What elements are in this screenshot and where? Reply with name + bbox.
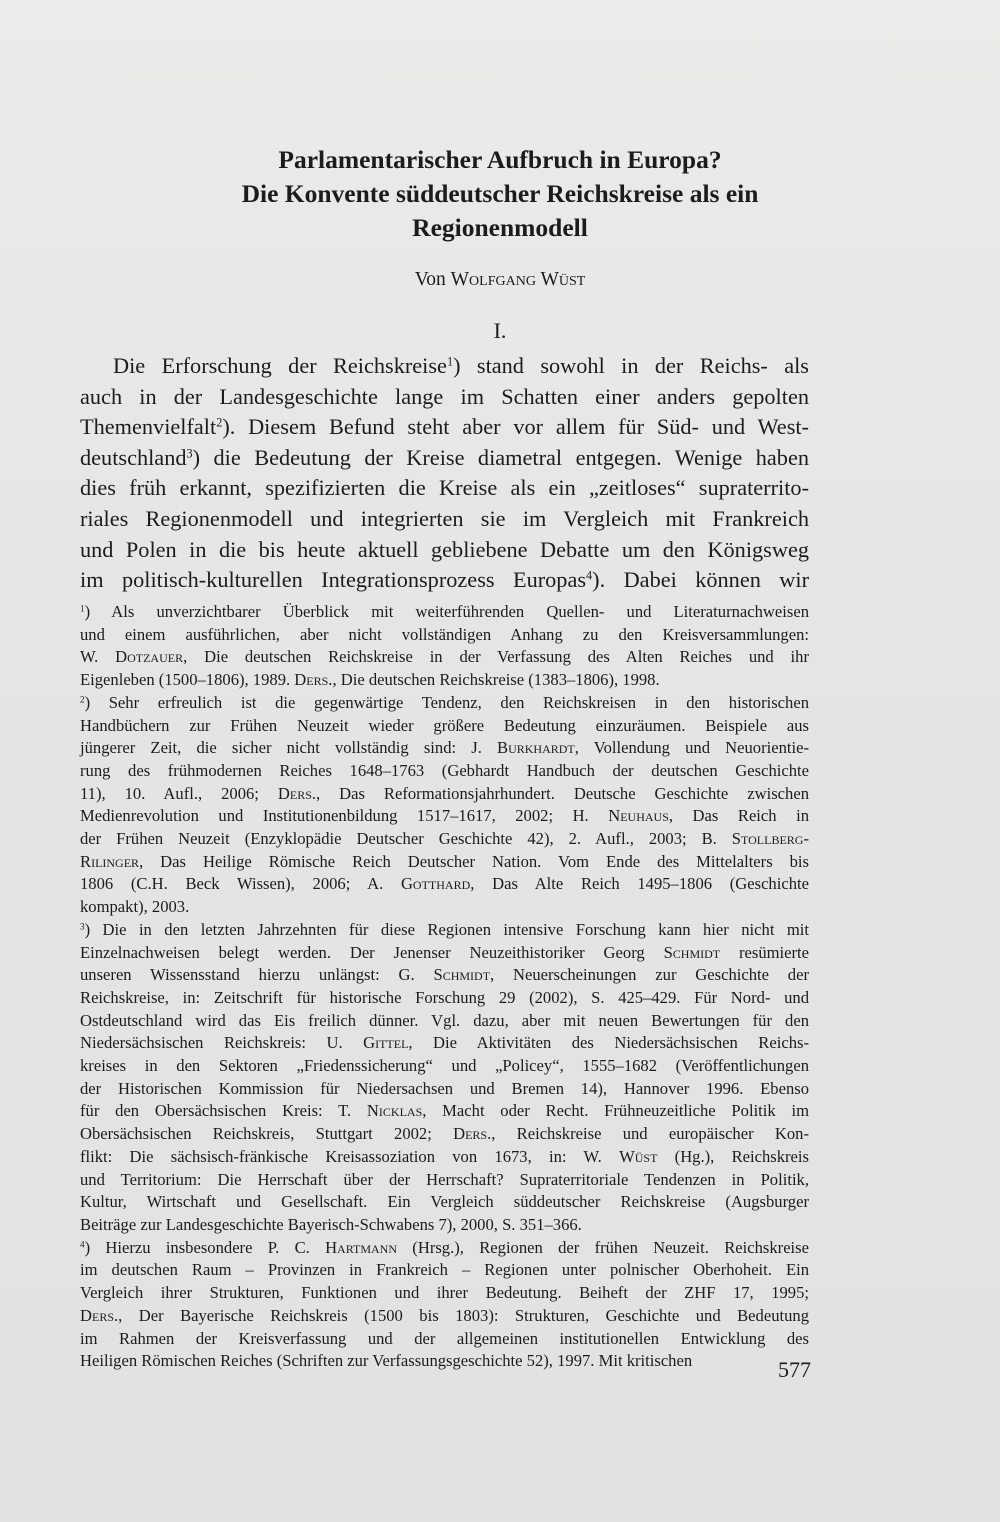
footnote-line: unseren Wissensstand hierzu unlängst: G. Schmidt, Neuerscheinungen zur Geschichte der xyxy=(80,965,809,985)
footnote-4 xyxy=(80,1237,809,1373)
footnote-line: 1806 (C.H. Beck Wissen), 2006; A. Gotthard, Das Alte Reich 1495–1806 (Geschichte xyxy=(80,874,809,894)
footnote-ref[interactable]: 2 xyxy=(216,415,223,430)
footnote-marker: 1 xyxy=(80,603,85,614)
footnote-line: Einzelnachweisen belegt werden. Der Jenenser Neuzeithistoriker Georg Schmidt resümierte xyxy=(80,942,809,962)
body-line: im politisch-kulturellen Integrationsprozess Europas$^4$). Dabei können wir xyxy=(80,567,809,593)
body-line: dies früh erkannt, spezifizierten die Kreise als ein „zeitloses“ supraterrito- xyxy=(80,475,809,501)
footnote-ref[interactable]: 1 xyxy=(446,354,454,369)
author-line xyxy=(120,267,880,293)
footnote-line: Reichskreise, in: Zeitschrift für historische Forschung 29 (2002), S. 425–429. Für Nord- und xyxy=(80,987,809,1007)
footnote-1 xyxy=(80,601,809,692)
title-line: Die Konvente süddeutscher Reichskreise als ein xyxy=(241,179,759,208)
footnote-line: der Historischen Kommission für Niedersachsen und Bremen 14), Hannover 1996. Ebenso xyxy=(80,1078,809,1098)
footnote-line: $^1$) Als unverzichtbarer Überblick mit weiterführenden Quellen- und Literaturnachweisen xyxy=(80,602,809,621)
article-title xyxy=(120,143,880,245)
author-name: Wolfgang Wüst xyxy=(450,269,586,290)
section-number: I. xyxy=(493,318,507,343)
footnote-line: kompakt), 2003. xyxy=(80,897,190,917)
footnote-line: im Rahmen der Kreisverfassung und der allgemeinen institutionellen Entwicklung des xyxy=(80,1328,809,1348)
footnote-line: Heiligen Römischen Reiches (Schriften zur Verfassungsgeschichte 52), 1997. Mit kritischen xyxy=(80,1351,693,1371)
body-line: deutschland$^3$) die Bedeutung der Kreise diametral entgegen. Wenige haben xyxy=(80,444,809,470)
footnote-line: W. Dotzauer, Die deutschen Reichskreise in der Verfassung des Alten Reiches und ihr xyxy=(80,647,809,667)
footnote-marker: 2 xyxy=(80,694,85,705)
footnote-line: und Territorium: Die Herrschaft über der Herrschaft? Supraterritoriale Tendenzen in Politik, xyxy=(80,1169,809,1189)
footnotes-section xyxy=(80,601,809,1373)
footnote-line: $^3$) Die in den letzten Jahrzehnten für diese Regionen intensive Forschung kann hier nicht mit xyxy=(80,919,809,939)
footnote-line: $^4$) Hierzu insbesondere P. C. Hartmann (Hrsg.), Regionen der frühen Neuzeit. Reichskreise xyxy=(80,1237,809,1257)
footnote-line: im deutschen Raum – Provinzen in Frankreich – Regionen unter polnischer Oberhoheit. Ein xyxy=(80,1260,809,1280)
title-line: Parlamentarischer Aufbruch in Europa? xyxy=(278,145,722,174)
title-line: Regionenmodell xyxy=(412,213,588,242)
author-prefix: Von xyxy=(414,269,446,290)
footnote-line: rung des frühmodernen Reiches 1648–1763 (Gebhardt Handbuch der deutschen Geschichte xyxy=(80,760,809,780)
body-line: auch in der Landesgeschichte lange im Schatten einer anders gepolten xyxy=(80,383,809,409)
footnote-line: 11), 10. Aufl., 2006; Ders., Das Reformationsjahrhundert. Deutsche Geschichte zwischen xyxy=(80,783,809,803)
footnote-line: Handbüchern zur Frühen Neuzeit wieder größere Bedeutung einzuräumen. Beispiele aus xyxy=(80,715,809,735)
footnote-line: kreises in den Sektoren „Friedenssicherung“ und „Policey“, 1555–1682 (Veröffentlichungen xyxy=(80,1056,809,1076)
footnote-line: Niedersächsischen Reichskreis: U. Gittel, Die Aktivitäten des Niedersächsischen Reichs- xyxy=(80,1033,809,1053)
body-line: und Polen in die bis heute aktuell gebliebene Debatte um den Königsweg xyxy=(80,536,809,562)
footnote-line: für den Obersächsischen Kreis: T. Nicklas, Macht oder Recht. Frühneuzeitliche Politik im xyxy=(80,1101,809,1121)
footnote-line: Kultur, Wirtschaft und Gesellschaft. Ein Vergleich süddeutscher Reichskreise (Augsburger xyxy=(80,1192,809,1212)
footnote-ref[interactable]: 4 xyxy=(586,568,593,583)
body-line: Themenvielfalt$^2$). Diesem Befund steht aber vor allem für Süd- und West- xyxy=(80,414,809,440)
body-line: Die Erforschung der Reichskreise$^1$) stand sowohl in der Reichs- als xyxy=(113,353,809,378)
footnote-line: Obersächsischen Reichskreis, Stuttgart 2002; Ders., Reichskreise und europäischer Kon- xyxy=(80,1124,809,1144)
footnote-ref[interactable]: 3 xyxy=(186,446,193,461)
footnote-line: Vergleich ihrer Strukturen, Funktionen und ihrer Bedeutung. Beiheft der ZHF 17, 1995; xyxy=(80,1283,809,1303)
footnote-2 xyxy=(80,692,809,919)
footnote-line: Medienrevolution und Institutionenbildung 1517–1617, 2002; H. Neuhaus, Das Reich in xyxy=(80,806,810,826)
footnote-line: Ostdeutschland wird das Eis freilich dünner. Vgl. dazu, aber mit neuen Bewertungen für den xyxy=(80,1010,809,1030)
body-line: riales Regionenmodell und integrierten sie im Vergleich mit Frankreich xyxy=(80,505,809,531)
body-paragraph xyxy=(80,351,809,596)
footnote-marker: 3 xyxy=(80,921,85,932)
footnote-line: $^2$) Sehr erfreulich ist die gegenwärtige Tendenz, den Reichskreisen in den historischen xyxy=(80,692,809,712)
footnote-line: der Frühen Neuzeit (Enzyklopädie Deutscher Geschichte 42), 2. Aufl., 2003; B. Stollberg- xyxy=(80,829,809,849)
footnote-3 xyxy=(80,919,809,1237)
footnote-marker: 4 xyxy=(80,1239,85,1250)
page-number: 577 xyxy=(778,1357,811,1382)
footnote-line: Ders., Der Bayerische Reichskreis (1500 bis 1803): Strukturen, Geschichte und Bedeutung xyxy=(80,1305,809,1325)
footnote-line: und einem ausführlichen, aber nicht vollständigen Anhang zu den Kreisversammlungen: xyxy=(80,624,809,644)
footnote-line: flikt: Die sächsisch-fränkische Kreisassoziation von 1673, in: W. Wüst (Hg.), Reichskreis xyxy=(80,1146,809,1166)
footnote-line: jüngerer Zeit, die sicher nicht vollständig sind: J. Burkhardt, Vollendung und Neuorientie- xyxy=(80,738,809,758)
footnote-line: Beiträge zur Landesgeschichte Bayerisch-Schwabens 7), 2000, S. 351–366. xyxy=(80,1214,582,1234)
footnote-line: Rilinger, Das Heilige Römische Reich Deutscher Nation. Vom Ende des Mittelalters bis xyxy=(80,851,809,871)
footnote-line: Eigenleben (1500–1806), 1989. Ders., Die deutschen Reichskreise (1383–1806), 1998. xyxy=(80,670,660,690)
